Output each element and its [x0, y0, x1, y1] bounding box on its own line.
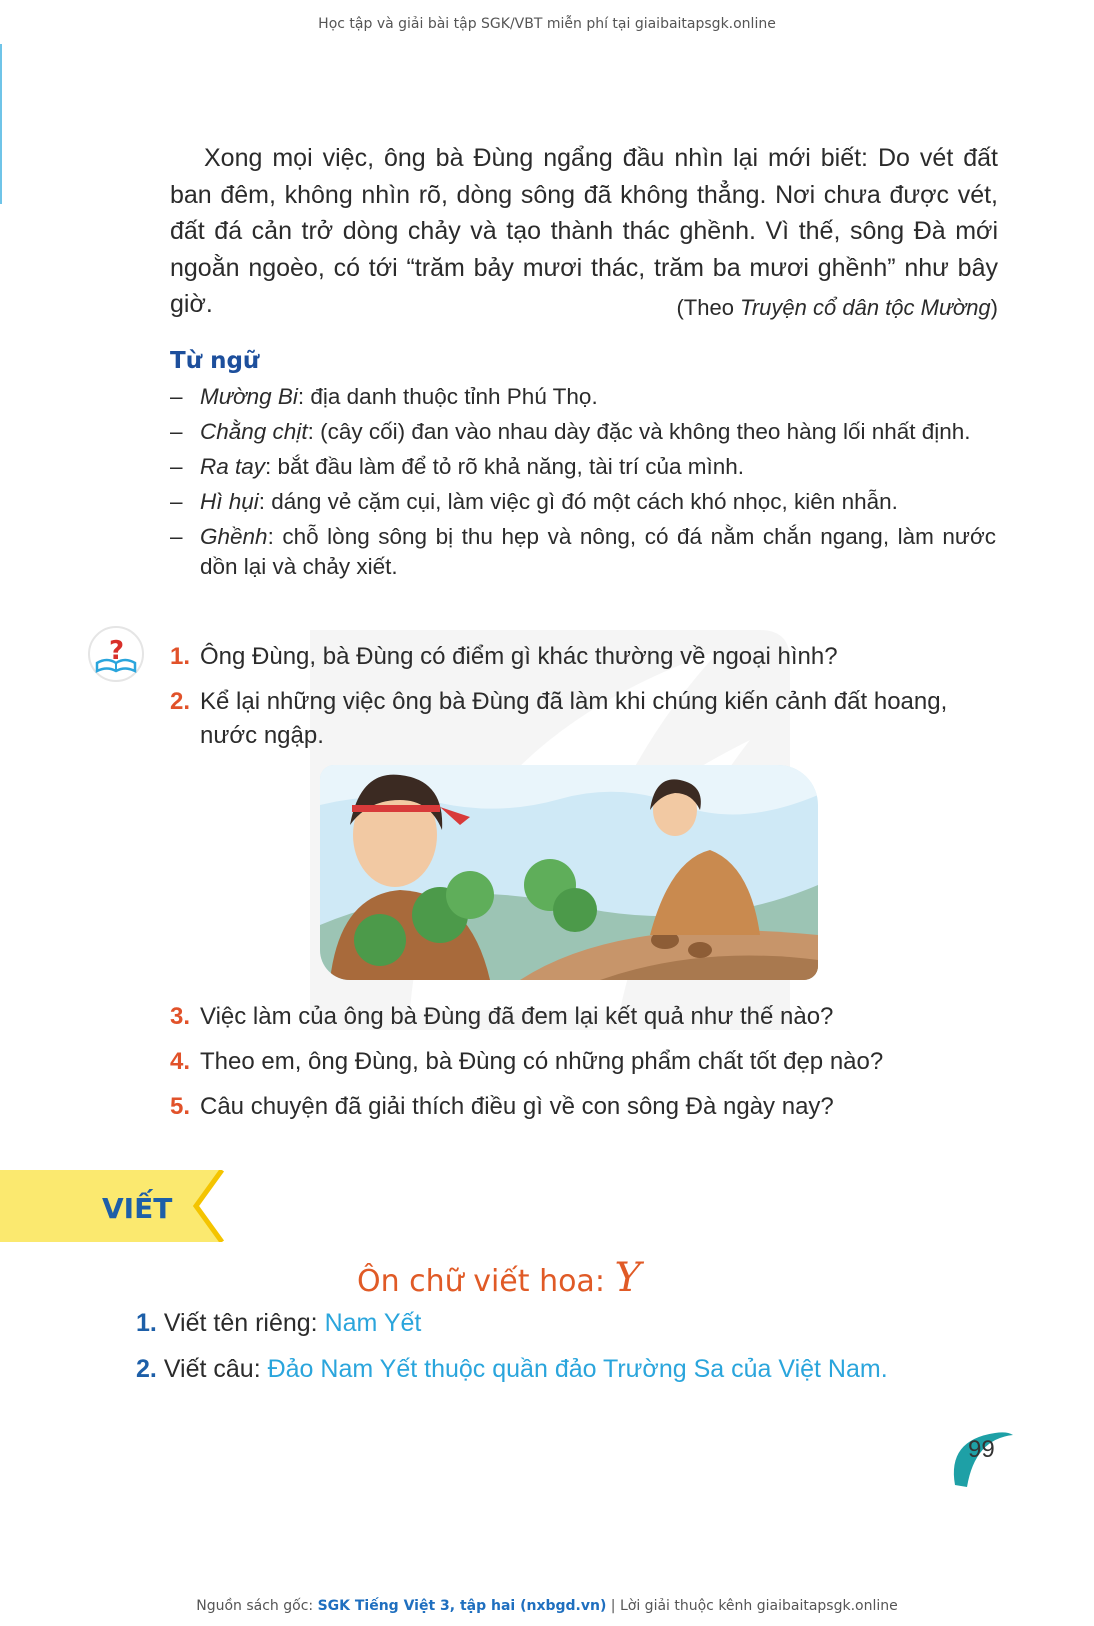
footer-prefix: Nguồn sách gốc:: [196, 1598, 318, 1614]
footer-suffix: | Lời giải thuộc kênh giaibaitapsgk.online: [606, 1598, 898, 1614]
footer-source-link[interactable]: SGK Tiếng Việt 3, tập hai (nxbgd.vn): [317, 1598, 607, 1614]
question-item: [170, 1090, 996, 1124]
questions-group-2: [170, 1000, 996, 1135]
question-number: 5.: [170, 1093, 191, 1120]
writing-title-text: Ôn chữ viết hoa:: [357, 1264, 605, 1299]
writing-task-2: [136, 1352, 888, 1386]
question-item: [170, 1045, 996, 1079]
vocab-heading: Từ ngữ: [170, 348, 260, 374]
question-book-icon: [87, 625, 145, 683]
question-number: 1.: [170, 643, 191, 670]
question-number: 2.: [170, 688, 191, 715]
page-number: 99: [968, 1436, 995, 1463]
question-item: [170, 640, 996, 674]
vocab-term: Mường Bi: [200, 384, 298, 409]
left-edge-bar: [0, 44, 2, 204]
vocab-definition: : (cây cối) đan vào nhau dày đặc và không theo hàng lối nhất định.: [307, 419, 971, 444]
vocab-item: [170, 522, 996, 582]
vocab-definition: : bắt đầu làm để tỏ rõ khả năng, tài trí của mình.: [265, 454, 745, 479]
vocab-item: [170, 487, 996, 517]
illustration-art: [320, 765, 818, 980]
source-prefix: (Theo: [676, 295, 741, 320]
vocab-definition: : dáng vẻ cặm cụi, làm việc gì đó một cách khó nhọc, kiên nhẫn.: [258, 489, 898, 514]
question-text: Câu chuyện đã giải thích điều gì về con sông Đà ngày nay?: [200, 1093, 834, 1120]
question-number: 4.: [170, 1048, 191, 1075]
writing-title: [357, 1255, 641, 1301]
questions-group-1: [170, 640, 996, 764]
question-text: Việc làm của ông bà Đùng đã đem lại kết quả như thế nào?: [200, 1003, 834, 1030]
source-suffix: ): [990, 295, 998, 320]
vocab-item: [170, 382, 996, 412]
story-illustration: [320, 765, 818, 980]
task-label: Viết câu:: [163, 1355, 268, 1383]
task-value: Nam Yết: [324, 1309, 422, 1337]
task-number: 2.: [136, 1355, 157, 1383]
vocab-definition: : địa danh thuộc tỉnh Phú Thọ.: [297, 384, 598, 409]
writing-title-glyph: Y: [614, 1255, 641, 1301]
writing-task-1: [136, 1306, 421, 1340]
question-text: Ông Đùng, bà Đùng có điểm gì khác thường về ngoại hình?: [200, 643, 838, 670]
vocab-list: [170, 382, 996, 587]
vocab-term: Hì hụi: [200, 489, 259, 514]
page-footer: [0, 1598, 1094, 1614]
section-label: VIẾT: [102, 1192, 173, 1225]
question-text: Theo em, ông Đùng, bà Đùng có những phẩm chất tốt đẹp nào?: [200, 1048, 884, 1075]
passage-paragraph: Xong mọi việc, ông bà Đùng ngẩng đầu nhìn lại mới biết: Do vét đất ban đêm, không nhìn rõ, dòng sông đã không thẳng. Nơi chưa được vét, đất đá cản trở dòng chảy và tạo thành thác ghềnh. Vì thế, sông Đà mới ngoằn ngoèo, có tới “trăm bảy mươi thác, trăm ba mươi ghềnh” như bây giờ.: [170, 144, 998, 318]
vocab-term: Chằng chịt: [200, 419, 308, 444]
task-value: Đảo Nam Yết thuộc quần đảo Trường Sa của Việt Nam.: [267, 1355, 888, 1383]
task-number: 1.: [136, 1309, 157, 1337]
question-number: 3.: [170, 1003, 191, 1030]
page-header: Học tập và giải bài tập SGK/VBT miễn phí tại giaibaitapsgk.online: [318, 16, 776, 32]
task-label: Viết tên riêng:: [163, 1309, 325, 1337]
vocab-item: [170, 452, 996, 482]
vocab-item: [170, 417, 996, 447]
vocab-definition: : chỗ lòng sông bị thu hẹp và nông, có đá nằm chắn ngang, làm nước dồn lại và chảy xiết.: [200, 524, 996, 579]
svg-text:?: ?: [109, 636, 125, 666]
question-item: [170, 1000, 996, 1034]
question-item: [170, 685, 996, 753]
vocab-term: Ra tay: [200, 454, 266, 479]
passage-source: [676, 295, 998, 321]
vocab-term: Ghềnh: [200, 524, 268, 549]
source-title: Truyện cổ dân tộc Mường: [740, 295, 991, 320]
question-text: Kể lại những việc ông bà Đùng đã làm khi chúng kiến cảnh đất hoang, nước ngập.: [200, 688, 948, 749]
